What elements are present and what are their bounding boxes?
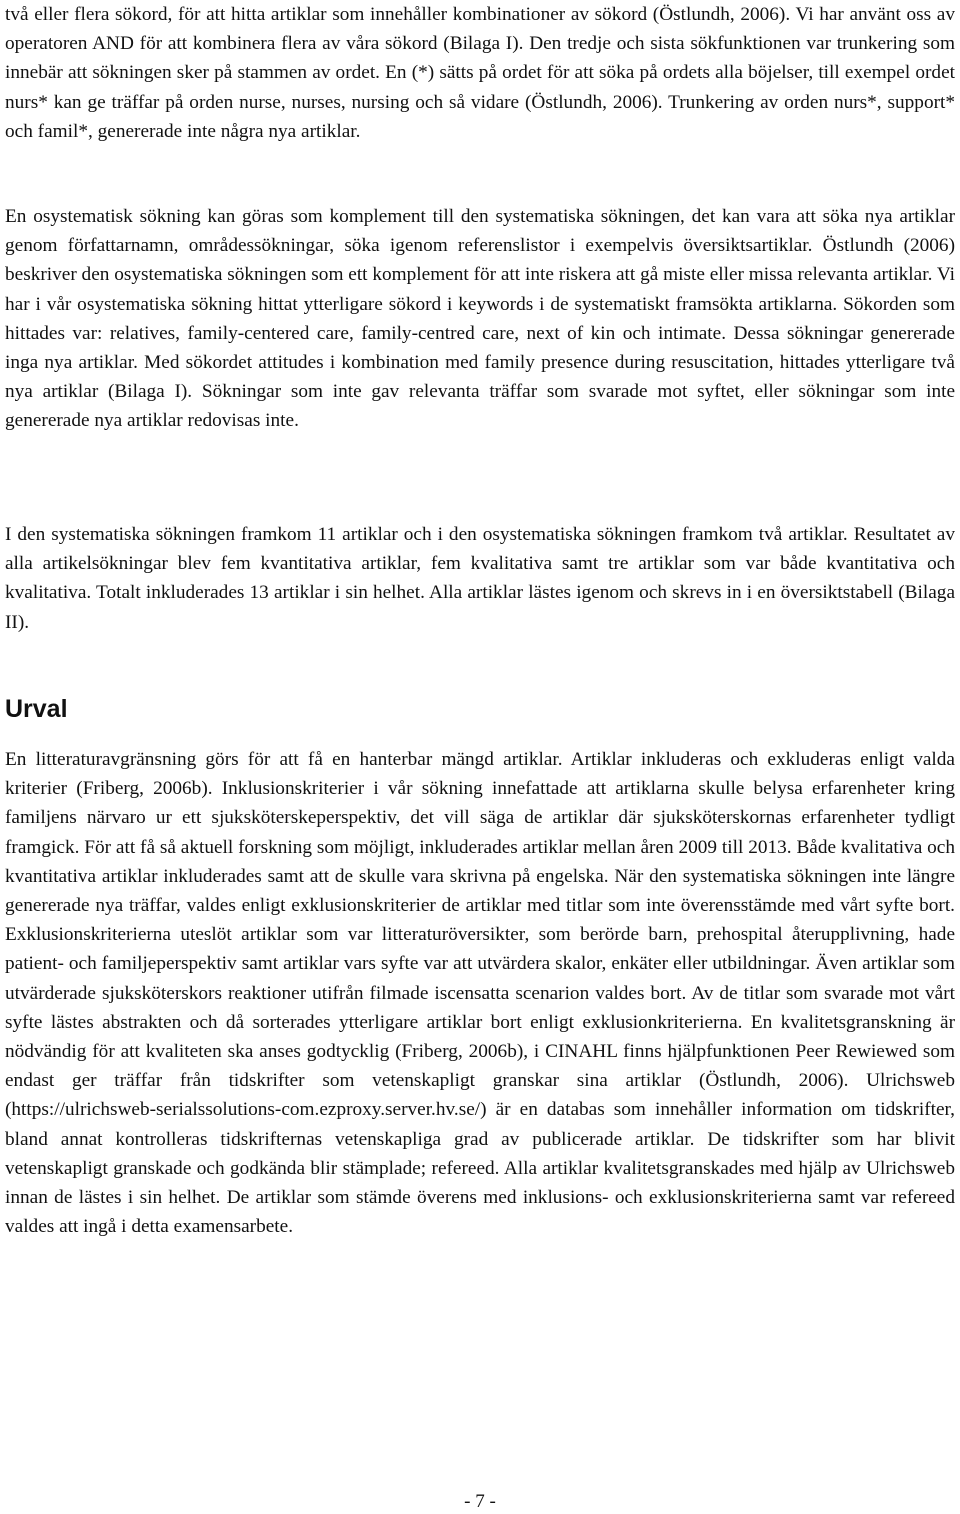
paragraph-search-operators: två eller flera sökord, för att hitta artiklar som innehåller kombinationer av sökord (Östlundh, 2006). Vi har använt oss av operatoren AND för att kombinera flera av våra sökord (Bilaga I). Den tredje och sista sökfunktionen var trunkering som innebär att sökningen sker på stammen av ordet. En (*) sätts på ordet för att söka på ordets alla böjelser, till exempel ordet nurs* kan ge träffar på orden nurse, nurses, nursing och så vidare (Östlundh, 2006). Trunkering av orden nurs*, support* och famil*, genererade inte några nya artiklar.	[5, 4, 955, 142]
page-number: - 7 -	[464, 1491, 496, 1512]
section-heading-urval: Urval	[5, 695, 68, 723]
paragraph-selection-criteria: En litteraturavgränsning görs för att få en hanterbar mängd artiklar. Artiklar inkluderas och exkluderas enligt valda kriterier (Friberg, 2006b). Inklusionskriterier i vår sökning innefattade att artiklarna skulle belysa erfarenheter kring familjens närvaro ur ett sjuksköterskeperspektiv, det vill säga de artiklar där sjuksköterskornas erfarenheter tydligt framgick. För att få så aktuell forskning som möjligt, inkluderades artiklar mellan åren 2009 till 2013. Både kvalitativa och kvantitativa artiklar inkluderades samt att de skulle vara skrivna på engelska. När den systematiska sökningen inte längre genererade nya träffar, valdes enligt exklusionskriterier de artiklar med titlar som inte överensstämde med vårt syfte bort. Exklusionskriterierna uteslöt artiklar som var litteraturöversikter, som berörde barn, prehospital återupplivning, hade patient- och familjeperspektiv samt artiklar vars syfte var att utvärdera skalor, enkäter eller utbildningar. Även artiklar som utvärderade sjuksköterskors reaktioner utifrån filmade iscensatta scenarion valdes bort. Av de titlar som svarade mot vårt syfte lästes abstrakten och då sorterades ytterligare artiklar bort enligt exklusionkriterierna. En kvalitetsgranskning är nödvändig för att kvaliteten ska anses godtycklig (Friberg, 2006b), i CINAHL finns hjälpfunktionen Peer Rewiewed som endast ger träffar från tidskrifter som vetenskapligt granskar sina artiklar (Östlundh, 2006). Ulrichsweb (https://ulrichsweb-serialssolutions-com.ezproxy.server.hv.se/) är en databas som innehåller information om tidskrifter, bland annat kontrolleras tidskrifternas vetenskapliga grad av publicerade artiklar. De tidskrifter som har blivit vetenskapligt granskade och godkända blir stämplade; refereed. Alla artiklar kvalitetsgranskades med hjälp av Ulrichsweb innan de lästes i sin helhet. De artiklar som stämde överens med inklusions- och exklusionskriterierna samt var refereed valdes att ingå i detta examensarbete.	[5, 749, 955, 1238]
paragraph-unsystematic-search: En osystematisk sökning kan göras som komplement till den systematiska sökningen, det kan vara att söka nya artiklar genom författarnamn, områdessökningar, söka igenom referenslistor i exempelvis översiktsartiklar. Östlundh (2006) beskriver den osystematiska sökningen som ett komplement för att inte riskera att gå miste eller missa relevanta artiklar. Vi har i vår osystematiska sökning hittat ytterligare sökord i keywords i de systematiskt framsökta artiklarna. Sökorden som hittades var: relatives, family-centered care, family-centred care, next of kin och intimate. Dessa sökningar genererade inga nya artiklar. Med sökordet attitudes i kombination med family presence during resuscitation, hittades ytterligare två nya artiklar (Bilaga I). Sökningar som inte gav relevanta träffar som svarade mot syftet, eller sökningar som inte genererade nya artiklar redovisas inte.	[5, 206, 955, 432]
paragraph-search-results: I den systematiska sökningen framkom 11 artiklar och i den osystematiska sökningen framkom två artiklar. Resultatet av alla artikelsökningar blev fem kvantitativa artiklar, fem kvalitativa samt tre artiklar som var både kvantitativa och kvalitativa. Totalt inkluderades 13 artiklar i sin helhet. Alla artiklar lästes igenom och skrevs in i en översiktstabell (Bilaga II).	[5, 524, 955, 633]
